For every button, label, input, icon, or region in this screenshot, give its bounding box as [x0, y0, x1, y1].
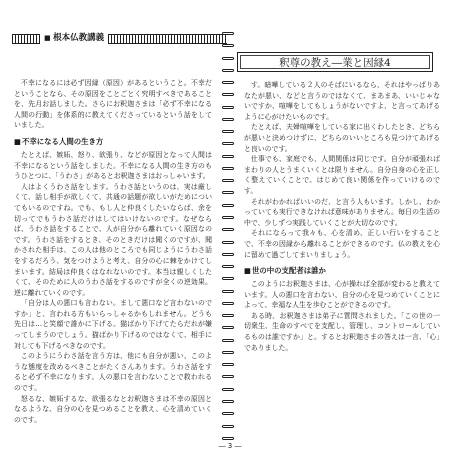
section-heading: ■ 不幸になる人間の生き方: [14, 136, 212, 147]
binding-coil: [222, 167, 234, 170]
binding-coil: [222, 81, 234, 84]
body-paragraph: ある時、お釈迦さまは弟子に質問されました。「この世の一切衆生、生命のすべてを支配し、管理し、コントロールしているものは誰ですか」と。するとお釈迦さまの答えは一言、「心」でありました。: [244, 311, 440, 352]
binding-coil: [222, 204, 234, 207]
binding-coil: [222, 93, 234, 96]
binding-coil: [222, 351, 234, 354]
binding-coil: [222, 106, 234, 109]
binding-coil: [222, 118, 234, 121]
binding-coil: [222, 437, 234, 440]
body-paragraph: 「自分は人の悪口も言わない。まして悪口など言わないのですか」と、言われる方もいらっしゃるかもしれません。どうも先日は…と笑顔で誰かに下げる。猫ばかり下げてたらだれが嫌ってしまうのでしょう。猫ばかり下げるのではなくて、相手に対しても下げるべきなのです。: [14, 299, 212, 350]
spiral-binding: [222, 32, 236, 440]
binding-coil: [222, 32, 234, 35]
binding-coil: [222, 142, 234, 145]
binding-coil: [222, 302, 234, 305]
section-heading: ■ 世の中の支配者は誰か: [244, 265, 440, 276]
body-paragraph: 人はよくうわさ話をします。うわさ話というのは、実は厳しくて、話し相手が欲しくて、共通の話題が欲しいがためについてもいるのですね。でも、もし人と仲良くしたいならば、余を切ってでもうわさ話だけはしてはいけないのです。なぜならば、うわさ話をすることで、人が自分から離れていく原因なのです。うわさ話をするとき、そのときだけは聞くのですが、聞かされた相手は、この人は他のところでも同じようにうわさ話をするだろう、気をつけようと考え、自分の心に棘をかけてしまいます。結局は仲良くはなれないのです。本当は親しくしたくて、そのために人のうわさ話をするのですが全くの逆効果。逆に離れていくのです。: [14, 182, 212, 297]
binding-coil: [222, 57, 234, 60]
binding-coil: [222, 339, 234, 342]
binding-coil: [222, 265, 234, 268]
binding-coil: [222, 130, 234, 133]
binding-coil: [222, 216, 234, 219]
binding-coil: [222, 179, 234, 182]
body-paragraph: このようにうわさ話を言う方は、他にも自分が悪い、このような態度を改めるべきことがたくさんあります。うわさ話をすると必ず不幸になります。人の悪口を言わないことで救われるのです。: [14, 352, 212, 393]
binding-coil: [222, 363, 234, 366]
body-paragraph: 怒るな、嫉妬するな、欲張るなとお釈迦さまは不幸の原因となるような、自分の心を見つめることを教え、心を清めていくのです。: [14, 394, 212, 424]
binding-coil: [222, 400, 234, 403]
binding-coil: [222, 277, 234, 280]
binding-coil: [222, 425, 234, 428]
binding-coil: [222, 290, 234, 293]
series-title: ■ 根本仏教講義: [40, 32, 108, 44]
left-text-column: [14, 78, 212, 425]
body-paragraph: 仕事でも、家庭でも、人間関係は同じです。自分が頑張ればまわりの人とうまくいくとは限りません。自分自身の心を正しく整えていくことで、はじめて良い関係を作っていけるのです。: [244, 155, 440, 195]
binding-coil: [222, 253, 234, 256]
page-number: ― 3 ―: [218, 442, 242, 450]
binding-coil: [222, 326, 234, 329]
binding-coil: [222, 69, 234, 72]
right-text-column: [244, 80, 440, 353]
main-title-frame: [237, 52, 433, 72]
body-paragraph: それがわかればいいのだ、と言う人もいます。しかし、わかっていても実行できなければ意味がありません。毎日の生活の中で、少しずつ実践していくことが大切なのです。: [244, 197, 440, 227]
binding-coil: [222, 412, 234, 415]
binding-coil: [222, 191, 234, 194]
body-paragraph: 不幸になるには必ず因縁（原因）があるということ。不幸だということなら、その原因をことごとく究明すべきであることを、先月お話しました。さらにお釈迦さまは「必ず不幸になる人間の行動」を体系的に教えてくださっているという話をしていました。: [14, 79, 212, 130]
binding-coil: [222, 375, 234, 378]
body-paragraph: たとえば、夫婦喧嘩をしている家に出くわしたとき、どちらが悪いと決めつけずに、どちらのいいところも見つけてあげると良いのです。: [244, 123, 440, 153]
body-paragraph: このようにお釈迦さまは、心が操れば全部が変わると教えています。人の悪口を言わない、自分の心を見つめていくことによって、幸福な人生を歩むことができるのです。: [244, 280, 440, 310]
binding-coil: [222, 314, 234, 317]
main-title: 釈尊の教え―業と因縁4: [279, 56, 391, 69]
binding-coil: [222, 44, 234, 47]
binding-coil: [222, 155, 234, 158]
binding-coil: [222, 241, 234, 244]
binding-coil: [222, 388, 234, 391]
body-paragraph: それにならって我々も、心を清め、正しい行いをすることで、不幸の因縁から離れることができるのです。仏の教えを心に留めて過ごしてまいりましょう。: [244, 229, 440, 259]
body-paragraph: たとえば、嫉妬、怒り、欲張り、などが原因となって人間は不幸になるという話をしました。不幸になる人間の生き方のもうひとつに、「うわさ」があるとお釈迦さまはおっしゃいます。: [14, 150, 212, 181]
binding-coil: [222, 228, 234, 231]
body-paragraph: す。暗嘩している２人のそばにいるなら、それはやっぱりあなたが悪い、などと言うのではなくて、まあまあ、いいじゃないですか、喧嘩をしてもしょうがないですよ、と言ってあげるように心がけたいものです。: [244, 81, 440, 121]
